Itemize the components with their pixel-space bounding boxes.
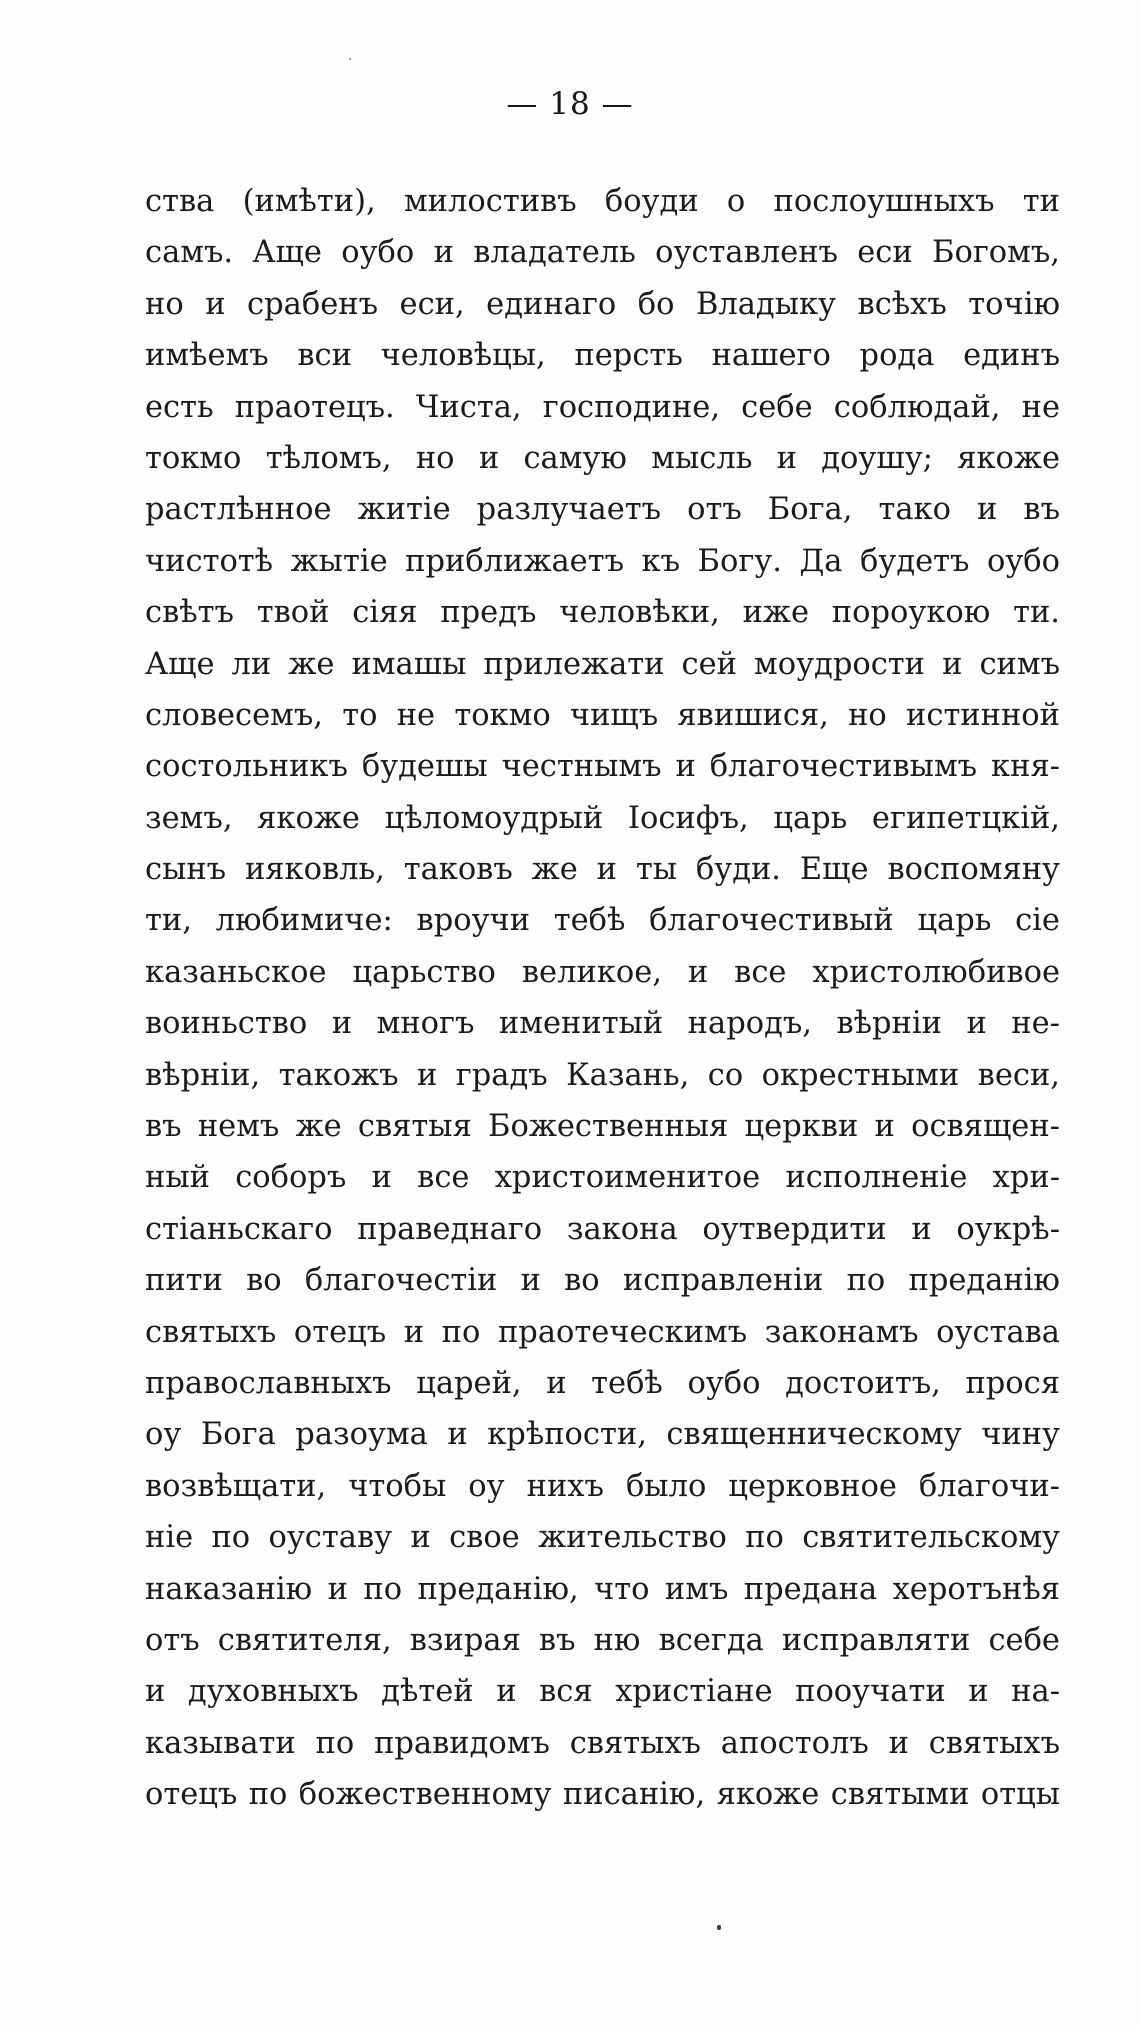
text-line: свѣтъ твой сiяя предъ человѣки, иже пороукою ти.	[145, 595, 1060, 631]
paper-speck	[349, 58, 351, 60]
text-line: земъ, якоже цѣломоудрый Iосифъ, царь египетцкiй,	[145, 800, 1060, 836]
body-text	[145, 176, 1060, 1821]
text-line: казывати по правидомъ святыхъ апостолъ и святыхъ	[145, 1725, 1060, 1761]
text-line: но и срабенъ еси, единаго бо Владыку всѣхъ точiю	[145, 286, 1060, 322]
text-line: состольникъ будешы честнымъ и благочестивымъ кня-	[145, 749, 1060, 785]
paper-speck	[717, 1925, 721, 1930]
text-line: и духовныхъ дѣтей и вся христiане поoучати и на-	[145, 1674, 1060, 1710]
text-line: самъ. Аще оубо и владатель оуставленъ еси Богомъ,	[145, 235, 1060, 271]
text-line: пити во благочестiи и во исправленiи по преданiю	[145, 1263, 1060, 1299]
text-line: ти, любимиче: вроучи тебѣ благочестивый царь сiе	[145, 903, 1060, 939]
text-line: стiаньскаго праведнаго закона оутвердити и оукрѣ-	[145, 1211, 1060, 1247]
page-number: — 18 —	[506, 86, 634, 122]
text-line: имѣемъ вси человѣцы, персть нашего рода единъ	[145, 338, 1060, 374]
text-line: чистотѣ жытiе приближаетъ къ Богу. Да будетъ оубо	[145, 543, 1060, 579]
text-line: сынъ ияковль, таковъ же и ты буди. Еще воспомяну	[145, 852, 1060, 888]
text-line: есть праотецъ. Чиста, господине, себе соблюдай, не	[145, 389, 1060, 425]
text-line: нiе по оуставу и свое жительство по святительскому	[145, 1520, 1060, 1556]
text-line: ный соборъ и все христоименитое исполненiе хри-	[145, 1160, 1060, 1196]
text-line: ства (имѣти), милостивъ боуди о послоушныхъ ти	[145, 184, 1060, 219]
text-line: православныхъ царей, и тебѣ оубо достоитъ, прося	[145, 1365, 1060, 1401]
text-line: отъ святителя, взирая въ ню всегда исправляти себе	[145, 1622, 1060, 1658]
text-line: Аще ли же имашы прилежати сей моудрости и симъ	[145, 646, 1060, 682]
text-line: вѣрнiи, такожъ и градъ Казань, со окрестными веси,	[145, 1057, 1060, 1093]
text-line: воиньство и многъ именитый народъ, вѣрнiи и не-	[145, 1006, 1060, 1042]
text-line: токмо тѣломъ, но и самую мысль и доушу; якоже	[145, 440, 1060, 476]
text-line: въ немъ же святыя Божественныя церкви и освящен-	[145, 1109, 1060, 1145]
text-line: святыхъ отецъ и по праотеческимъ законамъ оустава	[145, 1314, 1060, 1350]
text-line: оу Бога разоума и крѣпости, священническому чину	[145, 1417, 1060, 1453]
text-line: словесемъ, то не токмо чищъ явишися, но истинной	[145, 697, 1060, 733]
text-line: казаньское царьство великое, и все христолюбивое	[145, 954, 1060, 990]
text-line: возвѣщати, чтобы оу нихъ было церковное благочи-	[145, 1468, 1060, 1504]
text-line: наказанiю и по преданiю, что имъ предана херотънѣя	[145, 1571, 1060, 1607]
text-line: отецъ по божественному писанiю, якоже святыми отцы	[145, 1777, 1060, 1813]
text-line: растлѣнное житiе разлучаетъ отъ Бога, тако и въ	[145, 492, 1060, 528]
